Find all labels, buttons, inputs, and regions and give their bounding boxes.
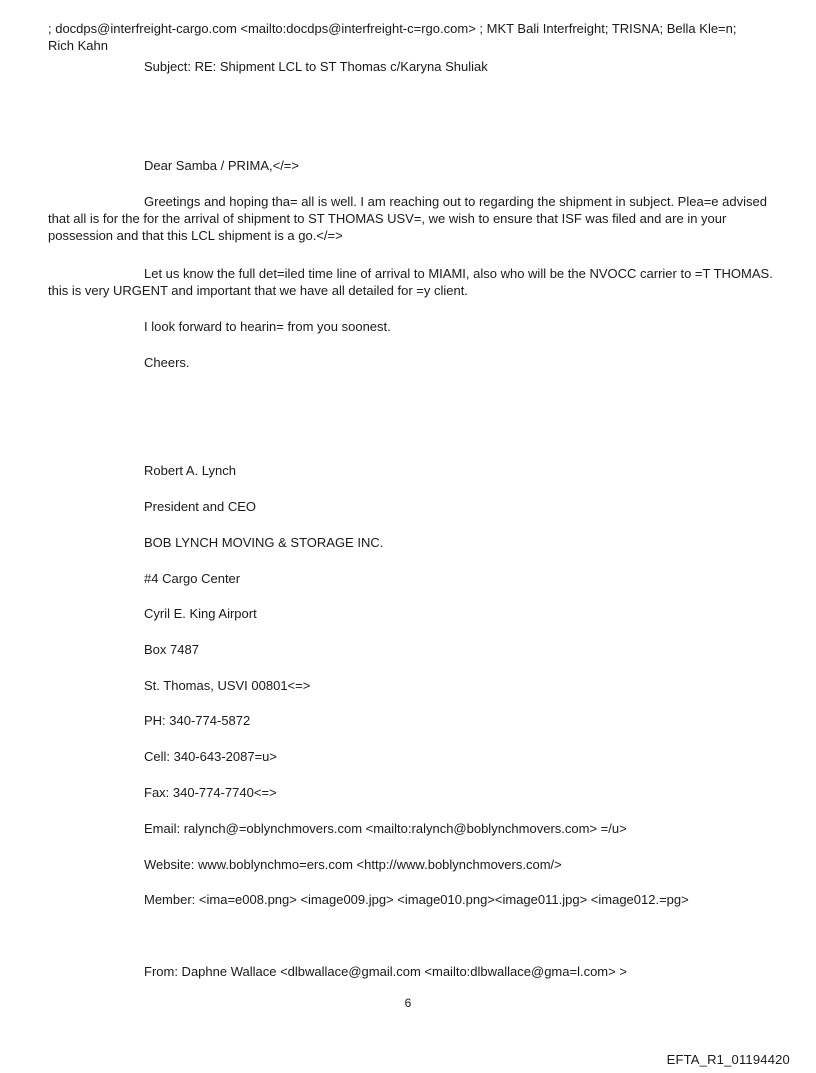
signature-fax: Fax: 340-774-7740<=> <box>144 785 277 800</box>
signature-box: Box 7487 <box>144 642 199 657</box>
greeting: Dear Samba / PRIMA,</=> <box>144 158 299 173</box>
document-id: EFTA_R1_01194420 <box>666 1052 790 1067</box>
signature-member: Member: <ima=e008.png> <image009.jpg> <image010.png><image011.jpg> <image012.=pg> <box>144 892 689 907</box>
signature-address-1: #4 Cargo Center <box>144 571 241 586</box>
email-subject: Subject: RE: Shipment LCL to ST Thomas c/Karyna Shuliak <box>144 59 488 74</box>
signature-company: BOB LYNCH MOVING & STORAGE INC. <box>144 535 384 550</box>
closing: Cheers. <box>144 355 190 370</box>
signature-address-2: Cyril E. King Airport <box>144 606 257 621</box>
signature-title: President and CEO <box>144 499 257 514</box>
signature-name: Robert A. Lynch <box>144 463 237 478</box>
body-paragraph-1: Greetings and hoping tha= all is well. I am reaching out to regarding the shipment in subject. Plea=e advised that all is for the for the arrival of shipment to ST THOMAS USV=, we wish to ensure that ISF was filed and are in your possession and that this LCL shipment is a go.</=> <box>48 194 767 243</box>
next-message-from: From: Daphne Wallace <dlbwallace@gmail.com <mailto:dlbwallace@gma=l.com> > <box>144 964 627 979</box>
body-paragraph-2: Let us know the full det=iled time line of arrival to MIAMI, also who will be the NVOCC carrier to =T THOMAS. this is very URGENT and important that we have all detailed for =y client. <box>48 266 773 298</box>
recipients-line-1: ; docdps@interfreight-cargo.com <mailto:docdps@interfreight-c=rgo.com> ; MKT Bali Interfreight; TRISNA; Bella Kle=n; <box>48 21 737 36</box>
body-paragraph-3: I look forward to hearin= from you soonest. <box>144 319 391 334</box>
signature-city: St. Thomas, USVI 00801<=> <box>144 678 311 693</box>
page-number: 6 <box>404 996 412 1010</box>
signature-website: Website: www.boblynchmo=ers.com <http://www.boblynchmovers.com/> <box>144 857 562 872</box>
signature-phone: PH: 340-774-5872 <box>144 713 251 728</box>
signature-email: Email: ralynch@=oblynchmovers.com <mailto:ralynch@boblynchmovers.com> =/u> <box>144 821 627 836</box>
recipients-line-2: Rich Kahn <box>48 38 108 53</box>
signature-cell: Cell: 340-643-2087=u> <box>144 749 277 764</box>
